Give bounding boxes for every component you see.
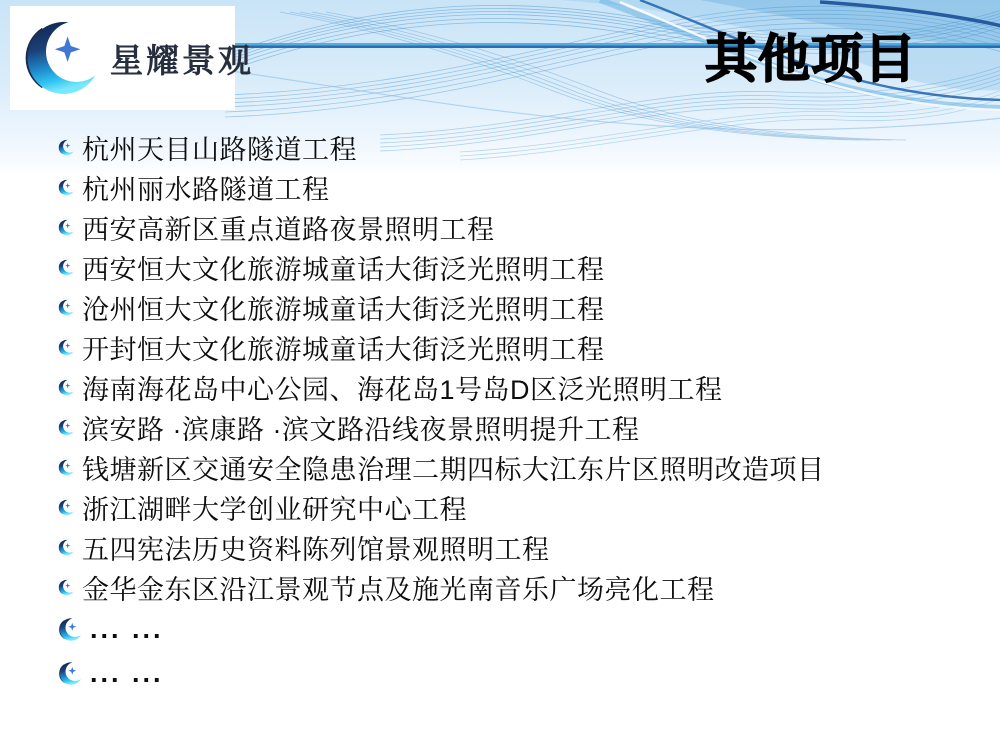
project-name: 滨安路 ·滨康路 ·滨文路沿线夜景照明提升工程 [82,414,640,445]
project-list-item [58,487,978,527]
project-name: 金华金东区沿江景观节点及施光南音乐广场亮化工程 [82,574,715,605]
project-list-item [58,447,978,487]
project-name: 海南海花岛中心公园、海花岛1号岛D区泛光照明工程 [82,374,723,405]
crescent-star-logo-icon [22,16,102,100]
project-list-item [58,527,978,567]
project-name: 五四宪法历史资料陈列馆景观照明工程 [82,534,550,565]
project-name: 浙江湖畔大学创业研究中心工程 [82,494,467,525]
project-list-item [58,327,978,367]
crescent-bullet-icon [58,139,75,156]
project-name: 钱塘新区交通安全隐患治理二期四标大江东片区照明改造项目 [82,454,825,485]
company-logo [10,6,254,110]
project-list-item [58,367,978,407]
crescent-bullet-icon [58,179,75,196]
project-list-item [58,207,978,247]
project-name: 开封恒大文化旅游城童话大街泛光照明工程 [82,334,605,365]
crescent-bullet-icon [58,539,75,556]
project-name: ... ... [90,613,164,644]
project-list-item [58,127,978,167]
project-list-item [58,287,978,327]
crescent-bullet-icon [58,219,75,236]
company-name: 星耀景观 [110,43,254,80]
crescent-bullet-icon [58,379,75,396]
project-list-item [58,247,978,287]
project-list-item [58,167,978,207]
crescent-bullet-icon [58,339,75,356]
project-name: 西安恒大文化旅游城童话大街泛光照明工程 [82,254,605,285]
project-name: 西安高新区重点道路夜景照明工程 [82,214,495,245]
project-list [58,127,978,695]
crescent-bullet-icon [58,459,75,476]
crescent-bullet-icon [58,579,75,596]
project-name: 沧州恒大文化旅游城童话大街泛光照明工程 [82,294,605,325]
slide-title: 其他项目 [704,31,917,89]
project-list-item [58,567,978,607]
crescent-bullet-icon [58,259,75,276]
crescent-bullet-icon [58,299,75,316]
crescent-bullet-icon [58,499,75,516]
project-list-item [58,651,978,695]
project-list-item [58,607,978,651]
project-name: ... ... [90,657,164,688]
project-name: 杭州天目山路隧道工程 [82,134,357,165]
crescent-bullet-icon [58,419,75,436]
project-list-item [58,407,978,447]
crescent-bullet-icon [58,617,83,642]
project-name: 杭州丽水路隧道工程 [82,174,330,205]
crescent-bullet-icon [58,661,83,686]
